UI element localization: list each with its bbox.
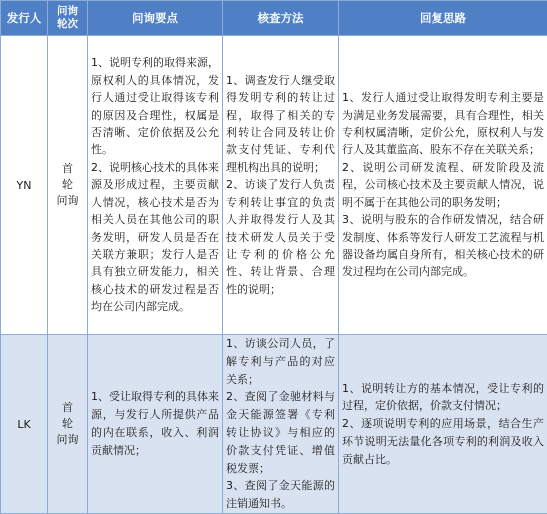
- verification-cell: [223, 335, 339, 514]
- key-points-text: 1、受让取得专利的具体来源，与发行人所提供产品的内在联系，收入、利润贡献情况；: [91, 390, 219, 457]
- table-row: [1, 36, 547, 335]
- response-cell: [339, 36, 547, 335]
- round-char: 首: [62, 162, 73, 175]
- verification-text: 1、访谈公司人员，了解专利与产品的对应关系； 2、查阅了金驰材料与金天能源签署《专利转让协议》与相应的价款支付凭证、增值税发票； 3、查阅了金天能源的注销通知书。: [226, 337, 335, 511]
- issuer-cell: YN: [1, 36, 48, 335]
- key-points-cell: [88, 335, 223, 514]
- issuer-cell: LK: [1, 335, 48, 514]
- round-char: 轮: [62, 178, 73, 191]
- round-char: 问询: [56, 433, 79, 446]
- header-verification: 核查方法: [223, 1, 339, 36]
- round-char: 轮: [62, 417, 73, 430]
- key-points-cell: [88, 36, 223, 335]
- response-cell: [339, 335, 547, 514]
- header-key-points: 问询要点: [88, 1, 223, 36]
- response-text: 1、发行人通过受让取得发明专利主要是为满足业务发展需要，具有合理性，相关专利权属清晰，定价公允，原权利人与发行人及其董监高、股东不存在关联关系； 2、说明公司研发流程、研发阶段及流程，公司核心技术及主要贡献人情况，说明不属于在其他公司的职务发明； 3、说明与股东的合作研发情况，结合研发制度、体系等发行人研发工艺流程与机器设备均属自身所有，相关核心技术的研发过程均在公司内部完成。: [342, 91, 544, 279]
- key-points-text: 1、说明专利的取得来源，原权利人的具体情况，发行人通过受让取得该专利的原因及合理性，权属是否清晰、定价依据及公允性。 2、说明核心技术的具体来源及形成过程，主要贡献人情况，核心技术是否为相关人员在其他公司的职务发明，研发人员是否在关联方兼职；发行人是否具有独立研发能力，相关核心技术的研发过程是否均在公司内部完成。: [91, 56, 219, 314]
- table-row: [1, 335, 547, 514]
- round-cell: [48, 36, 88, 335]
- header-issuer: 发行人: [1, 1, 48, 36]
- header-response: 回复思路: [339, 1, 547, 36]
- verification-cell: [223, 36, 339, 335]
- round-char: 首: [62, 401, 73, 414]
- header-round-line2: 轮次: [57, 18, 78, 30]
- verification-text: 1、调查发行人继受取得发明专利的转让过程，取得了相关的专利转让合同及转让价款支付凭证、专利代理机构出具的说明； 2、访谈了发行人负责专利转让事宜的负责人并取得发行人及其技术研发人员关于受让专利的价格公允性、转让背景、合理性的说明；: [226, 73, 335, 296]
- header-row: [1, 1, 547, 36]
- header-round-line1: 问询: [57, 5, 78, 17]
- round-cell: [48, 335, 88, 514]
- response-text: 1、说明转让方的基本情况，受让专利的过程，定价依据，价款支付情况； 2、逐项说明专利的应用场景，结合生产环节说明无法量化各项专利的利润及收入贡献占比。: [342, 381, 544, 466]
- round-char: 问询: [56, 194, 79, 207]
- header-round: [48, 1, 88, 36]
